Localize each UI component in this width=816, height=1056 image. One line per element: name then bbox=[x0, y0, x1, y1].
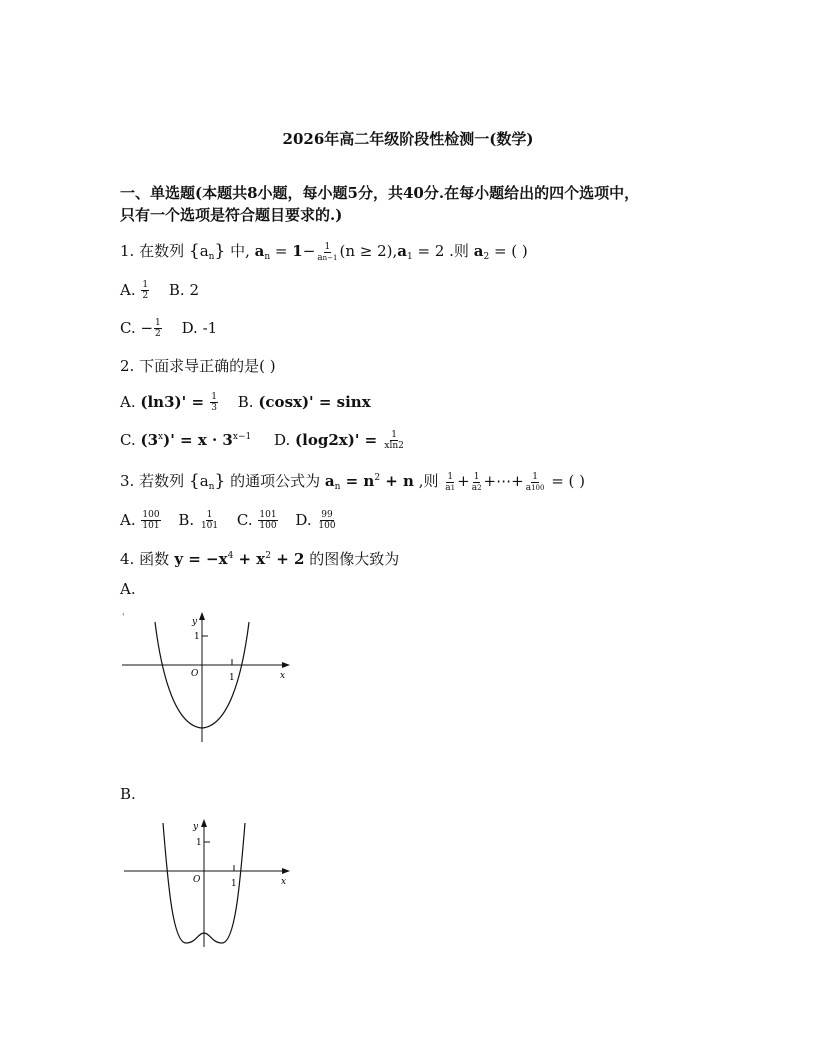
x-axis-label: x bbox=[281, 877, 287, 887]
q3-option-c: C. $\frac{101}{100}$ bbox=[236, 510, 277, 531]
question-4-stem: 4. 函数 $y = -x^4 + x^2 + 2$ 的图像大致为 bbox=[120, 550, 400, 568]
question-2-stem: 2. 下面求导正确的是( ) bbox=[120, 357, 276, 375]
q4-graph-b bbox=[118, 815, 298, 950]
q1-option-b: B. 2 bbox=[168, 280, 200, 299]
y-axis-label: y bbox=[193, 822, 199, 832]
q3-option-a: A. $\frac{100}{101}$ bbox=[120, 510, 160, 531]
q4-graph-a bbox=[118, 608, 298, 748]
y-axis-arrow bbox=[199, 612, 205, 620]
q2-option-b: B. (cosx)' = sinx bbox=[237, 392, 371, 411]
page-title: 2026年高二年级阶段性检测一(数学) bbox=[282, 130, 534, 148]
question-1-stem: 1. 在数列 $\{a_n\}$ 中, $a_n = 1-$ $\frac{1}{an-1}$ $(n \ge 2),a_1 = 2$ .则 $a_2$ = ( ) bbox=[120, 241, 528, 263]
x-tick-label: 1 bbox=[231, 879, 237, 889]
section-heading-line2: 只有一个选项是符合题目要求的.) bbox=[120, 206, 343, 224]
q3-option-d: D. $\frac{99}{100}$ bbox=[295, 510, 336, 531]
x-axis-label: x bbox=[280, 671, 286, 681]
q1-option-c: C. − $\frac{1}{2}$ bbox=[120, 318, 161, 339]
y-tick-label: 1 bbox=[196, 838, 202, 848]
origin-label: O bbox=[191, 669, 199, 679]
y-tick-label: 1 bbox=[194, 632, 200, 642]
q4-option-b-label: B. bbox=[120, 785, 136, 803]
y-axis-label: y bbox=[192, 617, 198, 627]
q1-option-a: A. $\frac{1}{2}$ bbox=[120, 280, 149, 301]
y-axis-arrow bbox=[201, 819, 207, 827]
question-2-options-row2 bbox=[120, 430, 406, 451]
stray-mark: ' bbox=[122, 613, 125, 623]
x-tick-label: 1 bbox=[229, 673, 235, 683]
question-3-options bbox=[120, 510, 338, 531]
q2-option-d: D. (log2x)' = $\frac{1}{xln2}$ bbox=[274, 430, 404, 451]
section-heading-line1: 一、单选题(本题共8小题，每小题5分，共40分.在每小题给出的四个选项中， bbox=[120, 184, 640, 202]
q2-option-a: A. (ln3)' = $\frac{1}{3}$ bbox=[120, 392, 217, 413]
q2-option-c: C. $(3^x)' = x \cdot 3^{x-1}$ bbox=[120, 430, 252, 449]
q4-option-a-label: A. bbox=[120, 580, 136, 598]
x-axis-arrow bbox=[282, 868, 290, 874]
q3-option-b: B. $\frac{1}{101}$ bbox=[178, 510, 219, 531]
q1-option-d: D. -1 bbox=[181, 318, 218, 337]
question-1-options-row2 bbox=[120, 318, 217, 339]
question-1-options-row1 bbox=[120, 280, 199, 301]
question-2-options-row1 bbox=[120, 392, 371, 413]
question-3-stem: 3. 若数列 $\{a_n\}$ 的通项公式为 $a_n = n^2 + n$ ,则 $\frac{1}{a1}$ + $\frac{1}{a2}$ +⋯+ $\frac{1}{a100}$ = ( ) bbox=[120, 471, 586, 493]
x-axis-arrow bbox=[282, 662, 290, 668]
origin-label: O bbox=[193, 875, 201, 885]
